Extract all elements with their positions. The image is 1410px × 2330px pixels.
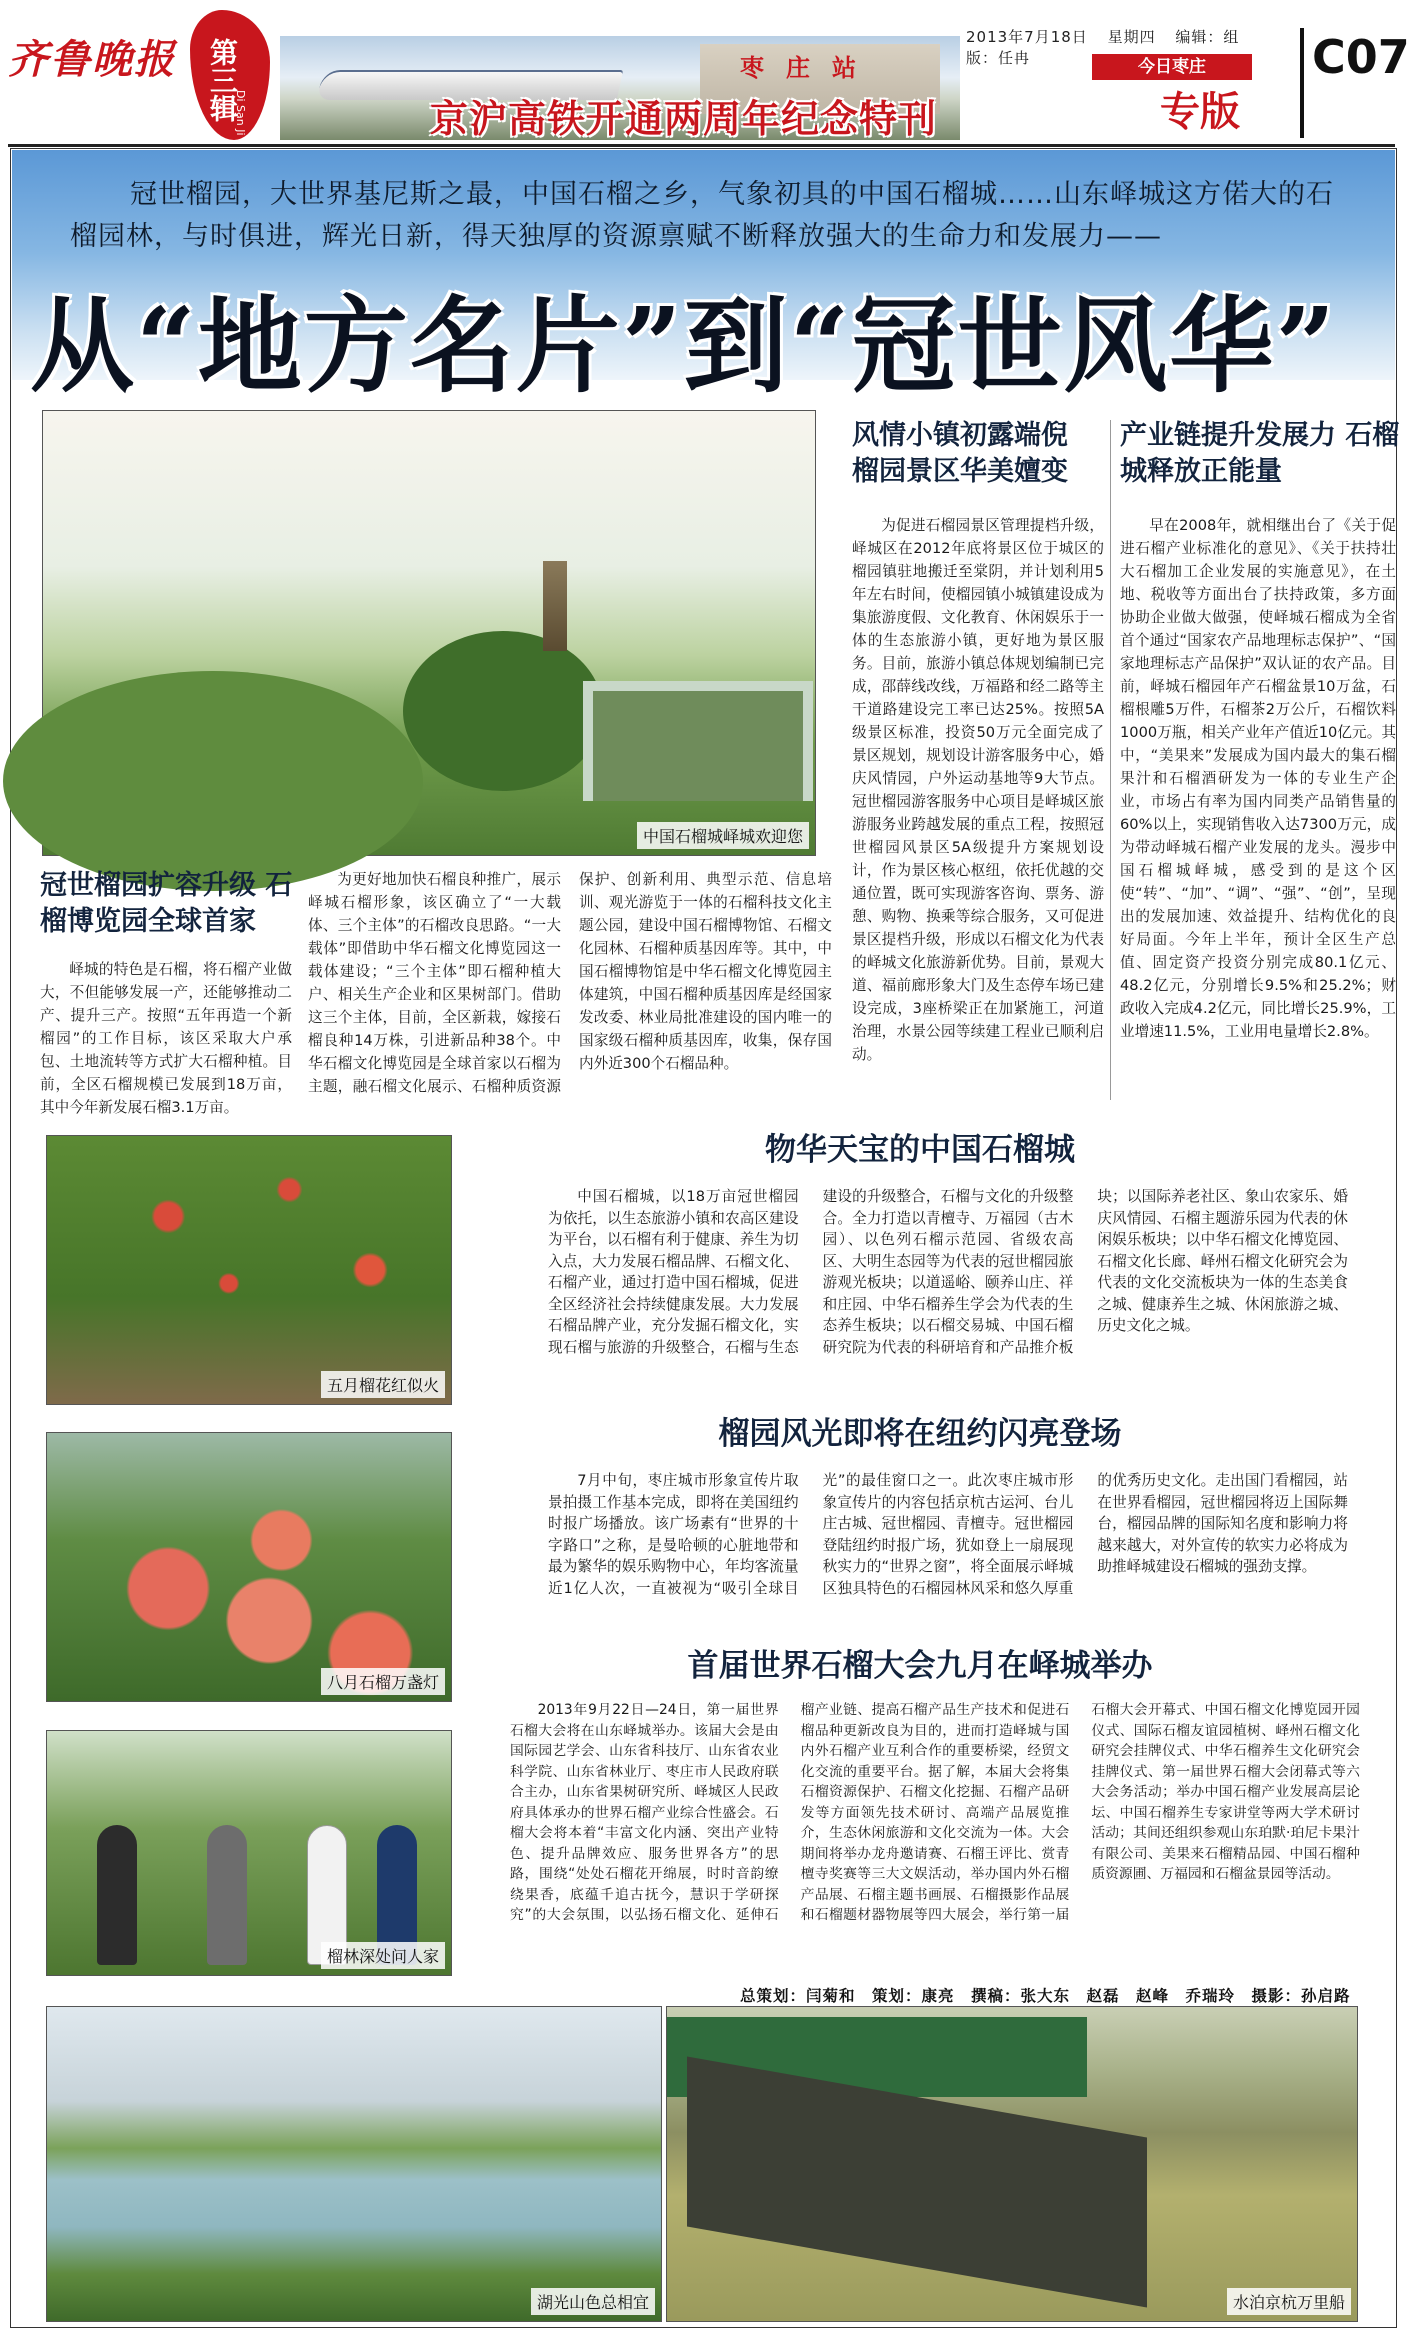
mid2-title: 榴园风光即将在纽约闪亮登场 <box>718 1416 1122 1452</box>
mid1-text: 中国石榴城，以18万亩冠世榴园为依托，以生态旅游小镇和农高区建设为平台，以石榴有利于健康、养生为切入点，大力发展石榴品牌、石榴文化、石榴产业，通过打造中国石榴城，促进全区经济社会持续健康发展。大力发展石榴品牌产业，充分发掘石榴文化，实现石榴与旅游的升级整合，石榴与生态建设的升级整合，石榴与文化的升级整合。全力打造以青檀寺、万福园（古木园）、以色列石榴示范园、省级农高区、大明生态园等为代表的冠世榴园旅游观光板块；以道遥峪、颐养山庄、祥和庄园、中华石榴养生学会为代表的生态养生板块；以石榴交易城、中国石榴研究院为代表的科研培育和产品推介板块；以国际养老社区、象山农家乐、婚庆风情园、石榴主题游乐园为代表的休闲娱乐板块；以中华石榴文化博览园、石榴文化长廊、峄州石榴文化研究会为代表的文化交流板块为一体的生态美食之城、健康养生之城、休闲旅游之城、历史文化之城。 <box>548 1188 1348 1356</box>
deck: 冠世榴园，大世界基尼斯之最，中国石榴之乡，气象初具的中国石榴城……山东峄城这方偌大的石榴园林，与时俱进，辉光日新，得天独厚的资源禀赋不断释放强大的生命力和发展力—— <box>70 179 1334 252</box>
section1-heading: 风情小镇初露端倪 榴园景区华美嬗变 <box>852 420 1068 487</box>
editor: 编辑：组版：任冉 <box>966 28 1240 67</box>
main-photo <box>42 410 816 856</box>
people-photo <box>46 1730 452 1976</box>
station-name: 枣庄站 <box>740 54 878 82</box>
section-mark-pinyin: Di San Ji <box>234 90 247 136</box>
banner-title: 京沪高铁开通两周年纪念特刊 <box>430 97 938 141</box>
section2-heading: 产业链提升发展力 石榴城释放正能量 <box>1120 420 1400 487</box>
mid2-text: 7月中旬，枣庄城市形象宣传片取景拍摄工作基本完成，即将在美国纽约时报广场播放。该广场素有“世界的十字路口”之称，是曼哈顿的心脏地带和最为繁华的娱乐购物中心，年均客流量近1亿人次，一直被视为“吸引全球目光”的最佳窗口之一。此次枣庄城市形象宣传片的内容包括京杭古运河、台儿庄古城、冠世榴园、青檀寺。冠世榴园登陆纽约时报广场，犹如登上一扇展现秋实力的“世界之窗”，将全面展示峄城区独具特色的石榴园林风采和悠久厚重的优秀历史文化。走出国门看榴园，站在世界看榴园，冠世榴园将迈上国际舞台，榴园品牌的国际知名度和影响力将越来越大，对外宣传的软实力必将成为助推峄城建设石榴城的强劲支撑。 <box>548 1472 1348 1597</box>
pageno-divider <box>1300 28 1304 138</box>
section-mark <box>190 10 270 140</box>
page-number: C07 <box>1312 30 1410 84</box>
fruit-photo <box>46 1432 452 1702</box>
mid1-title: 物华天宝的中国石榴城 <box>765 1132 1075 1168</box>
special-label: 专版 <box>1160 89 1240 135</box>
pagoda-icon <box>543 561 567 651</box>
headline: 从“地方名片”到“冠世风华” <box>30 284 1338 407</box>
flower-photo <box>46 1135 452 1405</box>
section1-text: 为促进石榴园景区管理提档升级，峄城区在2012年底将景区位于城区的榴园镇驻地搬迁至棠阴，并计划利用5年左右时间，使榴园镇小城镇建设成为集旅游度假、文化教育、休闲娱乐于一体的生态旅游小镇，更好地为景区服务。目前，旅游小镇总体规划编制已完成，邵薛线改线，万福路和经二路等主干道路建设完工率已达25%。按照5A级景区标准，投资50万元全面完成了景区规划，规划设计游客服务中心，婚庆风情园，户外运动基地等9大节点。冠世榴园游客服务中心项目是峄城区旅游服务业跨越发展的重点工程，按照冠世榴园风景区5A级提升方案规划设计，作为景区核心枢纽，依托优越的交通位置，既可实现游客咨询、票务、游憩、购物、换乘等综合服务，又可促进景区提档升级，形成以石榴文化为代表的峄城文化旅游新优势。目前，景观大道、福前廊形象大门及生态停车场已建设完成，3座桥梁正在加紧施工，河道治理，水景公园等续建工程业已顺利启动。 <box>852 517 1104 1063</box>
header-rule <box>8 144 1395 147</box>
section-mark-text: 第三辑 <box>206 38 239 122</box>
section3-text-a: 峄城的特色是石榴，将石榴产业做大，不但能够发展一产，还能够推动二产、提升三产。按照“五年再造一个新榴园”的工作目标，该区采取大户承包、土地流转等方式扩大石榴种植。目前，全区石榴规模已发展到18万亩，其中今年新发展石榴3.1万亩。 <box>40 961 292 1116</box>
mid3-text: 2013年9月22日—24日，第一届世界石榴大会将在山东峄城举办。该届大会是由国际园艺学会、山东省科技厅、山东省农业科学院、山东省林业厅、枣庄市人民政府联合主办，山东省果树研究所、峄城区人民政府具体承办的世界石榴产业综合性盛会。石榴大会将本着“丰富文化内涵、突出产业特色、提升品牌效应、服务世界各方”的思路，围绕“处处石榴花开绵展，时时音韵缭绕果香，底蕴千追古抚今，慧识于学研探究”的大会氛围，以弘扬石榴文化、延伸石榴产业链、提高石榴产品生产技术和促进石榴品种更新改良为目的，进而打造峄城与国内外石榴产业互利合作的重要桥梁，经贸文化交流的重要平台。据了解，本届大会将集石榴资源保护、石榴文化挖掘、石榴产品研发等方面领先技术研讨、高端产品展览推介，生态休闲旅游和文化交流为一体。大会期间将举办龙舟邀请赛、石榴王评比、赏青檀寺奖赛等三大文娱活动，举办国内外石榴产品展、石榴主题书画展、石榴摄影作品展和石榴题材器物展等四大展会，举行第一届石榴大会开幕式、中国石榴文化博览园开园仪式、国际石榴友谊园植树、峄州石榴文化研究会挂牌仪式、中华石榴养生文化研究会挂牌仪式、第一届世界石榴大会闭幕式等六大会务活动；举办中国石榴产业发展高层论坛、中国石榴养生专家讲堂等两大学术研讨活动；其间还组织参观山东珀默·珀尼卡果汁有限公司、美果来石榴精品园、中国石榴种质资源圃、万福园和石榴盆景园等活动。 <box>510 1702 1360 1923</box>
section3-text-b: 为更好地加快石榴良种推广，展示峄城石榴形象，该区确立了“一大载体、三个主体”的石榴改良思路。“一大载体”即借助中华石榴文化博览园这一载体建设；“三个主体”即石榴种植大户、相关生产企业和区果树部门。借助这三个主体，目前，全区新栽，嫁接石榴良种14万株，引进新品种38个。中华石榴文化博览园是全球首家以石榴为主题，融石榴文化展示、石榴种质资源保护、创新利用、典型示范、信息培训、观光游览于一体的石榴科技文化主题公园，建设中国石榴博物馆、石榴文化园林、石榴种质基因库等。其中，中国石榴博物馆是中华石榴文化博览园主体建筑，中国石榴种质基因库是经国家发改委、林业局批准建设的国内唯一的国家级石榴种质基因库，收集，保存国内外近300个石榴品种。 <box>308 871 832 1095</box>
today-tag: 今日枣庄 <box>1092 54 1252 80</box>
main-photo-caption: 中国石榴城峄城欢迎您 <box>637 822 809 849</box>
section3-heading: 冠世榴园扩容升级 石榴博览园全球首家 <box>40 870 293 937</box>
mid3-title: 首届世界石榴大会九月在峄城举办 <box>687 1648 1153 1684</box>
boat-photo <box>666 2006 1358 2322</box>
lake-photo-caption: 湖光山色总相宜 <box>531 2288 655 2315</box>
column-rule <box>1110 420 1111 1100</box>
fruit-photo-caption: 八月石榴万盏灯 <box>321 1668 445 1695</box>
flower-photo-caption: 五月榴花红似火 <box>321 1371 445 1398</box>
lake-photo <box>46 2006 662 2322</box>
masthead-logo: 齐鲁晚报 <box>8 36 176 83</box>
weekday: 星期四 <box>1107 28 1156 46</box>
date: 2013年7月18日 <box>966 28 1088 46</box>
people-photo-caption: 榴林深处问人家 <box>321 1942 445 1969</box>
section2-text: 早在2008年，就相继出台了《关于促进石榴产业标准化的意见》、《关于扶持壮大石榴加工企业发展的实施意见》，在土地、税收等方面出台了扶持政策，多方面协助企业做大做强，使峄城石榴成为全省首个通过“国家农产品地理标志保护”、“国家地理标志产品保护”双认证的农产品。目前，峄城石榴园年产石榴盆景10万盆，石榴根雕5万件，石榴茶2万公斤，石榴饮料1000万瓶，相关产业年产值近10亿元。其中，“美果来”发展成为国内最大的集石榴果汁和石榴酒研发为一体的专业生产企业，市场占有率为国内同类产品销售量的60%以上，实现销售收入达7300万元，成为带动峄城石榴产业发展的龙头。漫步中国石榴城峄城，感受到的是这个区使“转”、“加”、“调”、“强”、“创”，呈现出的发展加速、效益提升、结构优化的良好局面。今年上半年，预计全区生产总值、固定资产投资分别完成80.1亿元、48.2亿元，分别增长9.5%和25.2%；财政收入完成4.2亿元，同比增长25.9%，工业增速11.5%，工业用电量增长2.8%。 <box>1120 517 1396 1040</box>
credits: 总策划：闫菊和 策划：康亮 撰稿：张大东 赵磊 赵峰 乔瑞玲 摄影：孙启路 <box>740 1987 1351 2005</box>
gate-arch <box>583 681 813 801</box>
boat-photo-caption: 水泊京杭万里船 <box>1227 2288 1351 2315</box>
